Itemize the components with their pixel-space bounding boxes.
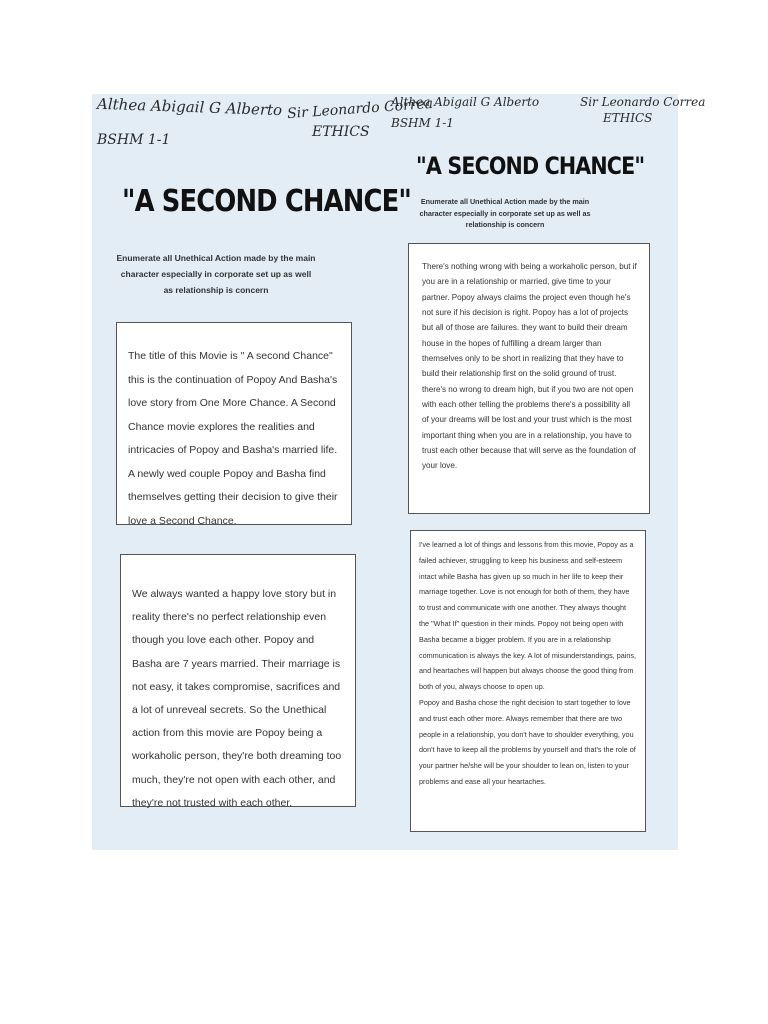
- right-box-analysis-text: There's nothing wrong with being a workaholic person, but if you are in a relationship or married, give time to your partner. Popoy always claims the project even though he's not sure if his decision is right. Popoy has a lot of projects but all of those are failures. they want to build their dream house in the hopes of fulfilling a dream larger than themselves only to be short in realizing that they have to build their relationship first on the solid ground of trust. there's no wrong to dream high, but if you two are not open with each other telling the problems there's a possibility all of your dreams will be lost and your trust which is the most important thing when you are in a relationship, you have to trust each other because that will serve as the foundation of your love.: [422, 262, 637, 471]
- right-subject: ETHICS: [603, 111, 653, 125]
- left-title: "A SECOND CHANCE": [122, 184, 411, 219]
- left-teacher: Sir Leonardo Correa: [286, 95, 434, 123]
- left-subject: ETHICS: [312, 124, 370, 140]
- right-box-analysis: [408, 243, 650, 514]
- right-box-lessons: [410, 530, 646, 832]
- right-prompt: Enumerate all Unethical Action made by the main character especially in corporate set up as well as relationship is concern: [419, 197, 591, 229]
- right-student-name: Althea Abigail G Alberto: [391, 95, 540, 109]
- left-box-unethical-actions-text: We always wanted a happy love story but in reality there's no perfect relationship even though you love each other. Popoy and Basha are 7 years married. Their marriage is not easy, it takes compromise, sacrifices and a lot of unreveal secrets. So the Unethical action from this movie are Popoy being a workaholic person, they're both dreaming too much, they're not open with each other, and they're not trusted with each other.: [132, 588, 342, 809]
- right-title: "A SECOND CHANCE": [416, 152, 645, 180]
- left-box-unethical-actions: [120, 554, 356, 807]
- right-box-lessons-para2: Popoy and Basha chose the right decision to start together to love and trust each other more. Always remember that there are two people in a relationship, you don't have to shoulder everything, you don't have to keep all the problems by yourself and that's the role of your partner he/she will be your shoulder to lean on, listen to your problems and ease all your heartaches.: [419, 697, 636, 786]
- right-section: BSHM 1-1: [391, 116, 454, 130]
- right-teacher: Sir Leonardo Correa: [580, 95, 706, 109]
- right-box-lessons-para1: I've learned a lot of things and lessons from this movie, Popoy as a failed achiever, struggling to keep his business and self-esteem intact while Basha has given up so much in her life to keep their marriage together. Love is not enough for both of them, they have to trust and communicate with one another. They always thought the "What If" question in their minds. Popoy not being open with Basha became a bigger problem. If you are in a relationship communication is always the key. A lot of misunderstandings, pains, and heartaches will happen but always choose the good thing from both of you, always choose to open up.: [419, 540, 637, 692]
- left-box-movie-summary: [116, 322, 352, 525]
- left-student-name: Althea Abigail G Alberto: [96, 94, 283, 120]
- left-box-movie-summary-text: The title of this Movie is " A second Chance" this is the continuation of Popoy And Basha's love story from One More Chance. A Second Chance movie explores the realities and intricacies of Popoy and Basha's married life. A newly wed couple Popoy and Basha find themselves getting their decision to give their love a Second Chance.: [128, 350, 338, 527]
- left-section: BSHM 1-1: [97, 132, 171, 148]
- left-prompt: Enumerate all Unethical Action made by the main character especially in corporate set up as well as relationship is concern: [116, 253, 316, 295]
